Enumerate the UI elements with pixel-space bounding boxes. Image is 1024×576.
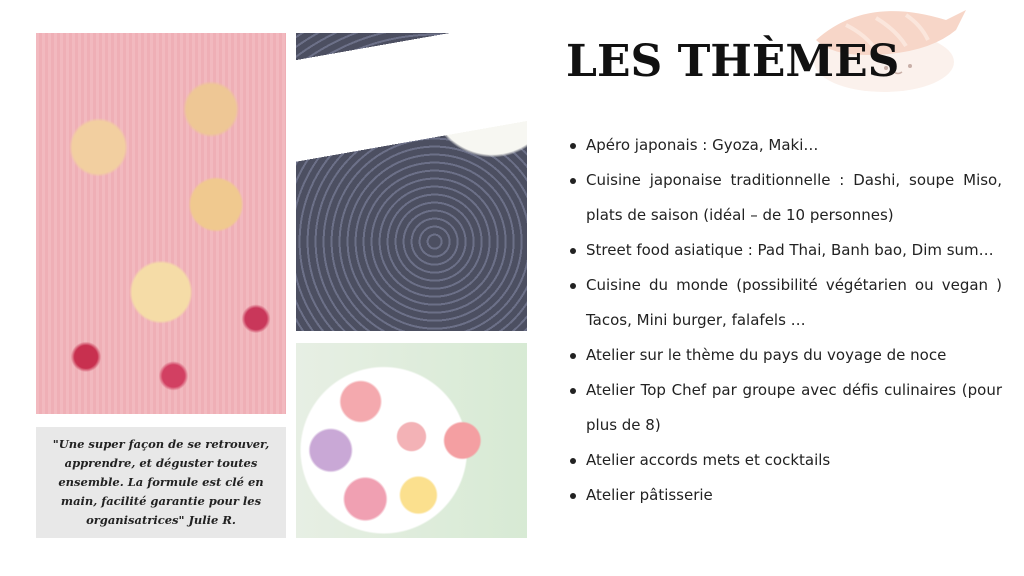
list-item: Cuisine du monde (possibilité végétarien ou vegan ) Tacos, Mini burger, falafels … [568,268,1002,338]
list-item: Atelier sur le thème du pays du voyage de noce [568,338,1002,373]
testimonial-quote-box [36,427,286,538]
list-item: Cuisine japonaise traditionnelle : Dashi, soupe Miso, plats de saison (idéal – de 10 personnes) [568,163,1002,233]
testimonial-quote: "Une super façon de se retrouver, apprendre, et déguster toutes ensemble. La formule est clé en main, facilité garantie pour les organisatrices" Julie R. [52,437,270,527]
list-item: Street food asiatique : Pad Thai, Banh bao, Dim sum… [568,233,1002,268]
list-item: Atelier accords mets et cocktails [568,443,1002,478]
list-item: Atelier pâtisserie [568,478,1002,513]
sushi-photo [296,33,527,331]
list-item: Apéro japonais : Gyoza, Maki… [568,128,1002,163]
mochi-photo [296,343,527,538]
list-item: Atelier Top Chef par groupe avec défis culinaires (pour plus de 8) [568,373,1002,443]
cream-puffs-photo [36,33,286,414]
themes-list [568,128,1002,513]
page-title: LES THÈMES [566,36,900,87]
